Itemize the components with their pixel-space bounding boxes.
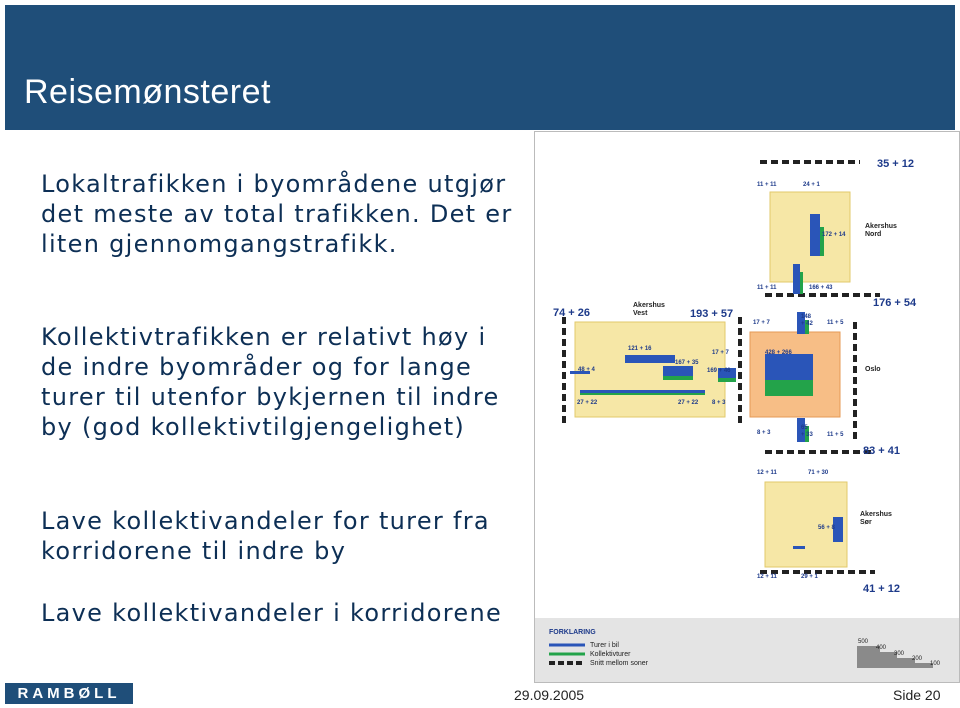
label-176-54: 176 + 54	[873, 297, 917, 309]
transit-bar-vest-oslo	[663, 376, 693, 380]
paragraph-local-traffic: Lokaltrafikken i byområdene utgjør det meste av total trafikken. Det er liten gjennomgangstrafikk.	[41, 170, 513, 258]
label-71-30: 71 + 30	[808, 470, 829, 476]
legend-scale-200: 200	[912, 656, 923, 662]
label-48-4: 48 + 4	[578, 367, 595, 373]
label-56-8: 56 + 8	[818, 525, 835, 531]
transit-bar-oslo-vest	[718, 378, 736, 382]
legend-scale-400: 400	[876, 645, 887, 651]
label-11-11-b: 11 + 11	[757, 285, 777, 291]
legend-car-label: Turer i bil	[590, 642, 619, 649]
footer-date: 29.09.2005	[514, 687, 585, 703]
label-35-12: 35 + 12	[877, 158, 915, 170]
transit-bar-vest-corridor	[580, 393, 705, 395]
car-bar-nord-oslo	[793, 264, 800, 294]
label-83-41: 83 + 41	[863, 445, 901, 457]
label-166-43: 166 + 43	[809, 285, 833, 291]
label-428-266: 428 + 266	[765, 350, 792, 356]
label-11-11-a: 11 + 11	[757, 182, 777, 188]
legend-box	[535, 618, 959, 682]
label-148-42: 148 + 42	[801, 314, 813, 327]
region-nord: Akershus Nord	[865, 223, 897, 239]
ramboll-logo: RAMBØLL	[5, 683, 133, 704]
legend-transit-label: Kollektivturer	[590, 651, 631, 658]
car-bar-nord	[810, 214, 820, 256]
label-24-1: 24 + 1	[803, 182, 820, 188]
label-29-1: 29 + 1	[801, 574, 818, 580]
car-bar-sor-corridor	[793, 546, 805, 549]
label-17-7-b: 17 + 7	[753, 320, 770, 326]
slide-title: Reisemønsteret	[24, 73, 271, 111]
legend-title: FORKLARING	[549, 629, 596, 636]
zone-akershus-vest	[575, 322, 725, 417]
paragraph-corridor-internal: Lave kollektivandeler i korridorene	[41, 599, 503, 627]
transit-bar-oslo	[765, 380, 813, 396]
label-193-57: 193 + 57	[690, 308, 734, 320]
label-41-12: 41 + 12	[863, 583, 901, 595]
legend-cut-label: Snitt mellom soner	[590, 660, 648, 667]
label-27-22-a: 27 + 22	[577, 400, 598, 406]
car-bar-vest	[625, 355, 675, 363]
label-17-7-a: 17 + 7	[712, 350, 729, 356]
label-12-11-a: 12 + 11	[757, 470, 777, 476]
car-bar-vest-corridor	[580, 390, 705, 393]
paragraph-corridor-share: Lave kollektivandeler for turer fra korridorene til indre by	[41, 507, 490, 565]
label-121-16: 121 + 16	[628, 346, 652, 352]
transit-bar-nord-oslo	[800, 272, 803, 294]
label-172-14: 172 + 14	[822, 232, 846, 238]
car-bar-vest-oslo	[663, 366, 693, 376]
label-8-3-a: 8 + 3	[712, 400, 726, 406]
legend-scale-100: 100	[930, 661, 941, 667]
label-167-35: 167 + 35	[675, 360, 699, 366]
label-27-22-b: 27 + 22	[678, 400, 699, 406]
label-65-33: 65 + 33	[801, 425, 813, 438]
legend-scale-500: 500	[858, 639, 869, 645]
label-169-46: 169 + 46	[707, 368, 731, 374]
travel-pattern-map	[534, 131, 960, 683]
footer-page-number: Side 20	[893, 687, 941, 703]
label-11-5-b: 11 + 5	[827, 432, 844, 438]
legend-scale-300: 300	[894, 651, 905, 657]
region-sor: Akershus Sør	[860, 511, 892, 527]
label-8-3-b: 8 + 3	[757, 430, 771, 436]
car-bar-oslo	[765, 354, 813, 380]
region-oslo: Oslo	[865, 366, 881, 373]
label-12-11-b: 12 + 11	[757, 574, 777, 580]
label-11-5-a: 11 + 5	[827, 320, 844, 326]
region-vest: Akershus Vest	[633, 302, 665, 318]
label-74-26: 74 + 26	[553, 307, 591, 319]
paragraph-public-transport: Kollektivtrafikken er relativt høy i de indre byområder og for lange turer til utenfor bykjernen til indre by (god kollektivtilgjengelighet)	[41, 323, 500, 441]
